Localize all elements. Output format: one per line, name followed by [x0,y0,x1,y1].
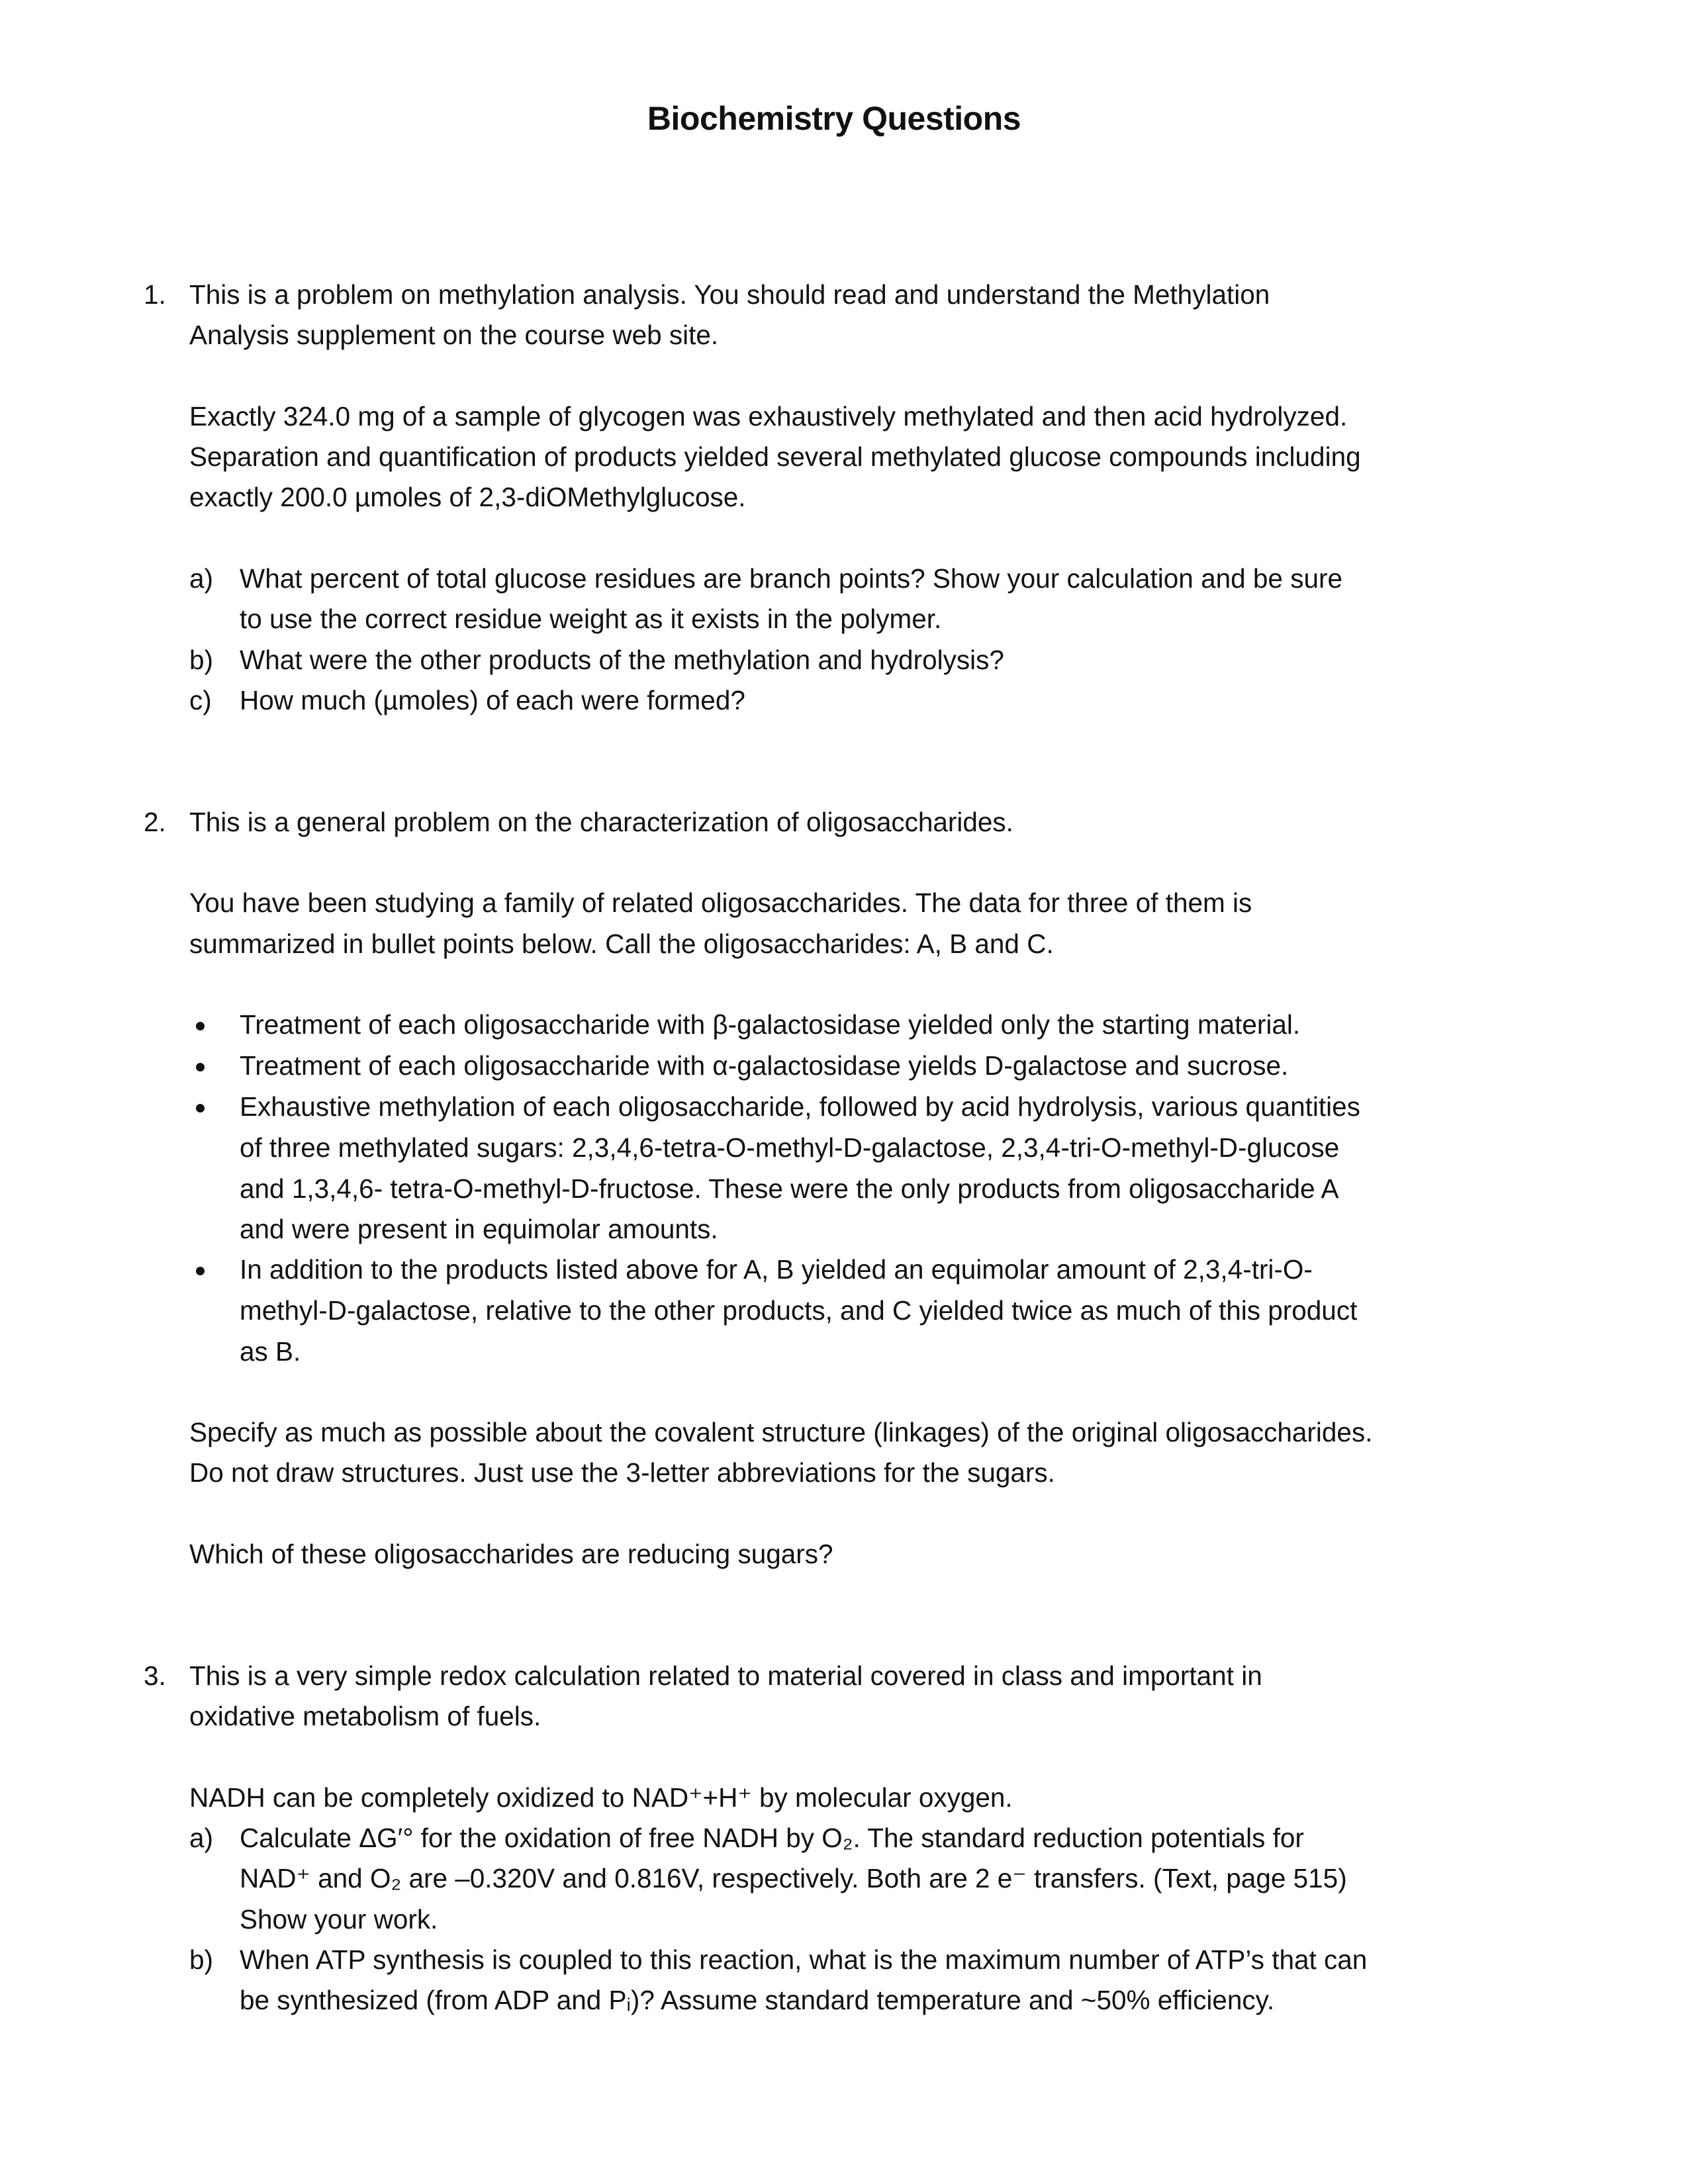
q3-part-b [0,1980,1688,2021]
q2-intro-text: This is a general problem on the characterization of oligosaccharides. [189,806,1013,837]
bullet-text: as B. [240,1336,301,1367]
q3-part-b [0,1940,1688,1980]
q3-intro-text: This is a very simple redox calculation related to material covered in class and important in [189,1660,1262,1691]
bullet-item-line [0,1169,1688,1209]
bullet-text: and 1,3,4,6- tetra-O-methyl-D-fructose. These were the only products from oligosaccharide A [240,1173,1339,1204]
bullet-item [0,1046,1688,1087]
part-text: When ATP synthesis is coupled to this reaction, what is the maximum number of ATP’s that can [240,1944,1368,1975]
bullet-item-line [0,1332,1688,1372]
q1-intro-line [0,315,1688,355]
q2-para2-line [0,1453,1688,1493]
q2-number: 2. [144,806,166,837]
q2-para-line [0,924,1688,964]
bullet-text: methyl-D-galactose, relative to the other products, and C yielded twice as much of this product [240,1295,1358,1326]
bullet-item [0,1087,1688,1128]
q1-number: 1. [144,279,166,310]
part-text: NAD⁺ and O₂ are –0.320V and 0.816V, respectively. Both are 2 e⁻ transfers. (Text, page 515) [240,1863,1347,1894]
bullet-icon [196,1022,205,1030]
q2-intro-line [0,802,1688,842]
document-body [0,275,1688,2021]
bullet-item [0,1250,1688,1291]
q3-intro-line [0,1696,1688,1737]
q1-intro-line [0,275,1688,315]
part-text: What percent of total glucose residues are branch points? Show your calculation and be sure [240,563,1342,594]
part-text: What were the other products of the methylation and hydrolysis? [240,644,1004,675]
q2-para-line [0,883,1688,923]
q3-part-a [0,1858,1688,1899]
q1-part-a [0,559,1688,599]
q1-intro-text: This is a problem on methylation analysis. You should read and understand the Methylation [189,279,1270,310]
q1-part-b [0,640,1688,680]
q3-number: 3. [144,1660,166,1691]
q1-para-text: exactly 200.0 µmoles of 2,3-diOMethylglucose. [189,482,746,513]
bullet-text: Treatment of each oligosaccharide with α-galactosidase yields D-galactose and sucrose. [240,1050,1289,1081]
q1-para-text: Separation and quantification of products yielded several methylated glucose compounds including [189,441,1361,473]
bullet-text: Exhaustive methylation of each oligosaccharide, followed by acid hydrolysis, various quantities [240,1091,1360,1122]
q3-part-a [0,1818,1688,1858]
q1-para-text: Exactly 324.0 mg of a sample of glycogen was exhaustively methylated and then acid hydrolyzed. [189,400,1348,432]
q3-intro-text: oxidative metabolism of fuels. [189,1701,541,1732]
bullet-icon [196,1104,205,1113]
bullet-icon [196,1063,205,1071]
part-label: b) [189,1944,214,1975]
bullet-icon [196,1267,205,1275]
bullet-item-line [0,1291,1688,1331]
part-text: Calculate ΔG′° for the oxidation of free NADH by O₂. The standard reduction potentials for [240,1823,1304,1854]
q2-para-text: You have been studying a family of related oligosaccharides. The data for three of them is [189,887,1252,919]
q2-para-text: summarized in bullet points below. Call the oligosaccharides: A, B and C. [189,928,1054,959]
q2-question-line [0,1534,1688,1574]
q2-para2-line [0,1412,1688,1453]
q3-lead-text: NADH can be completely oxidized to NAD⁺+H⁺ by molecular oxygen. [189,1782,1013,1813]
part-label: a) [189,563,214,594]
q1-part-c [0,680,1688,721]
q1-para-line [0,477,1688,518]
part-text: to use the correct residue weight as it exists in the polymer. [240,604,942,635]
q1-intro-text: Analysis supplement on the course web site. [189,320,719,351]
q3-intro-line [0,1656,1688,1696]
q2-para2-text: Do not draw structures. Just use the 3-letter abbreviations for the sugars. [189,1457,1055,1488]
part-text: Show your work. [240,1903,438,1934]
bullet-text: In addition to the products listed above for A, B yielded an equimolar amount of 2,3,4-tri-O- [240,1254,1313,1285]
q3-part-a [0,1899,1688,1940]
bullet-item [0,1005,1688,1046]
q3-lead-line [0,1778,1688,1818]
bullet-text: of three methylated sugars: 2,3,4,6-tetra-O-methyl-D-galactose, 2,3,4-tri-O-methyl-D-glucose [240,1132,1340,1163]
part-text: How much (µmoles) of each were formed? [240,684,745,715]
page-title: Biochemistry Questions [647,100,1021,137]
q1-para-line [0,396,1688,437]
q2-question-text: Which of these oligosaccharides are reducing sugars? [189,1539,833,1570]
part-label: b) [189,644,214,675]
part-text: be synthesized (from ADP and Pᵢ)? Assume standard temperature and ~50% efficiency. [240,1985,1275,2016]
bullet-item-line [0,1128,1688,1168]
q1-para-line [0,437,1688,477]
bullet-text: and were present in equimolar amounts. [240,1213,718,1244]
part-label: a) [189,1823,214,1854]
q2-para2-text: Specify as much as possible about the covalent structure (linkages) of the original oligosaccharides. [189,1417,1373,1448]
q1-part-a [0,599,1688,639]
bullet-text: Treatment of each oligosaccharide with β-galactosidase yielded only the starting material. [240,1009,1301,1040]
bullet-item-line [0,1209,1688,1250]
part-label: c) [189,684,212,715]
